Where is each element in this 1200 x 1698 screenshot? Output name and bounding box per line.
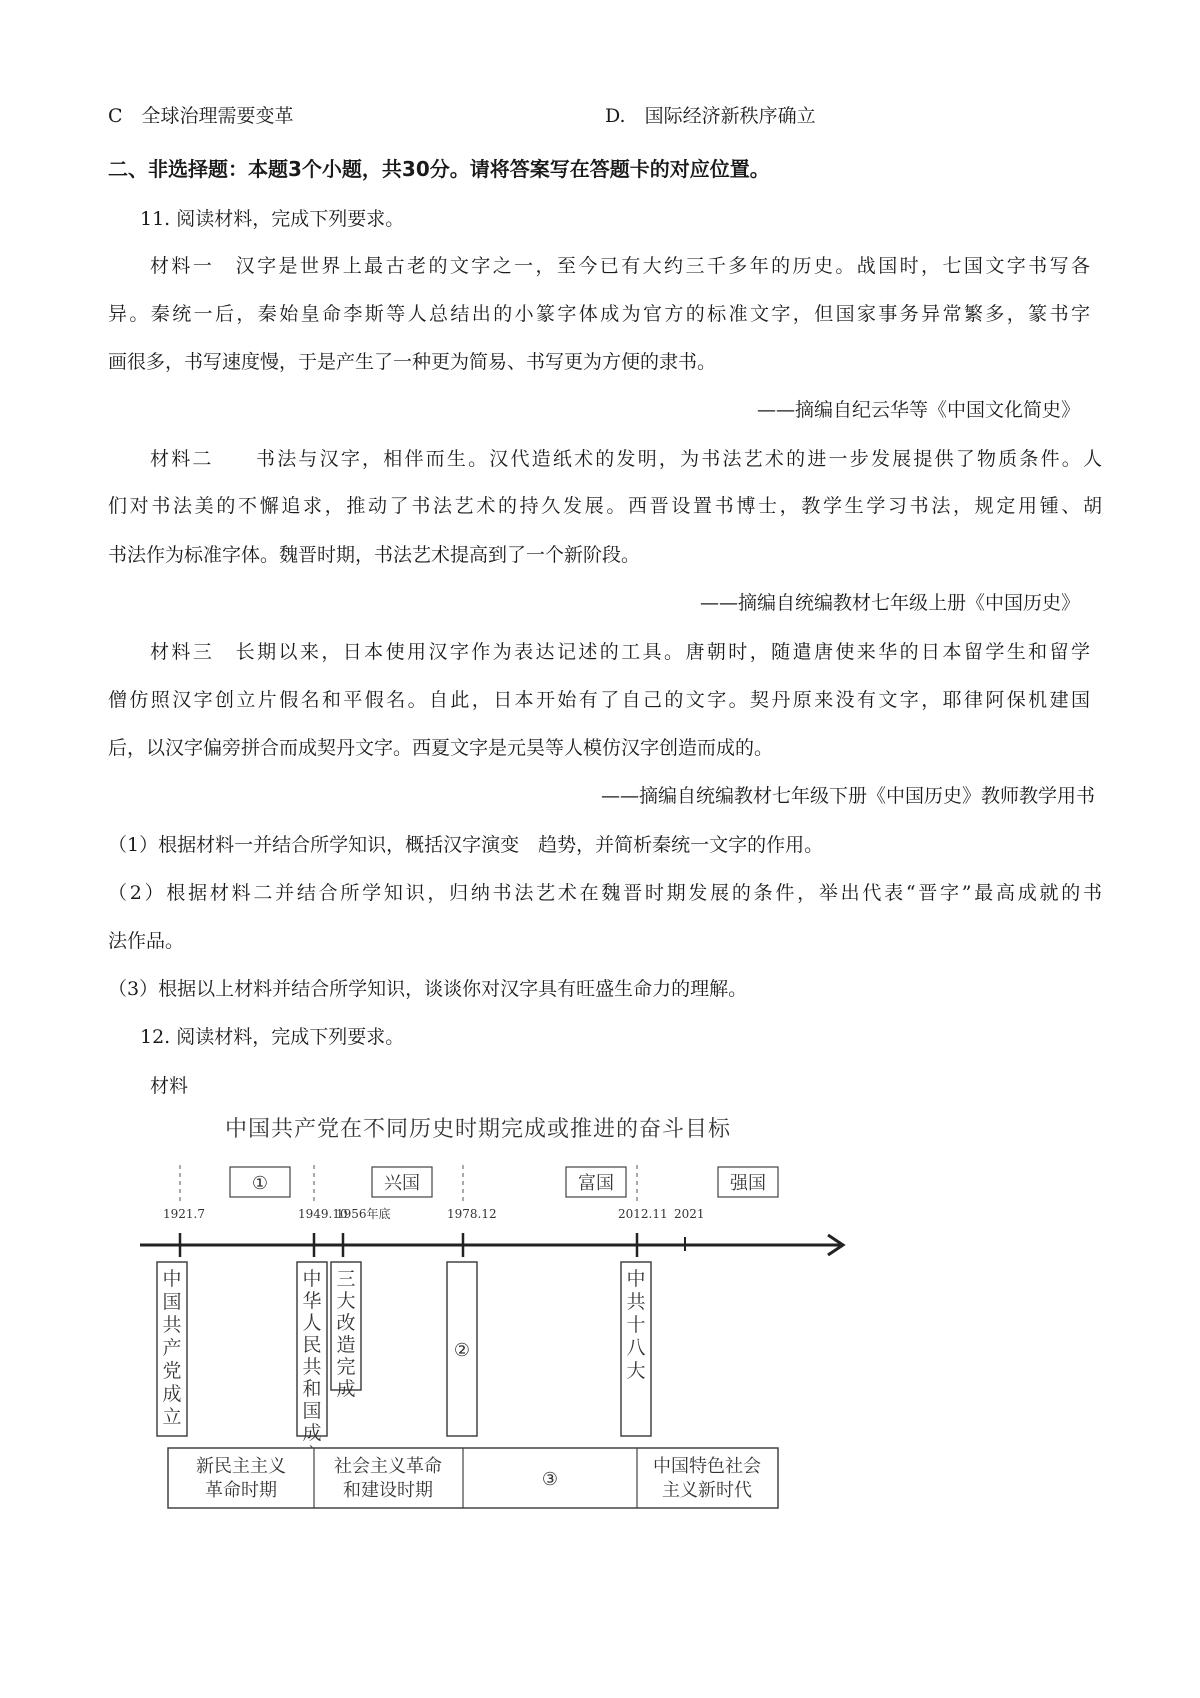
event-char: 共	[162, 1314, 182, 1336]
event-char: 党	[162, 1360, 182, 1382]
q11-sub3: （3）根据以上材料并结合所学知识，谈谈你对汉字具有旺盛生命力的理解。	[108, 978, 748, 1000]
q11-material1-line1: 材料一 汉字是世界上最古老的文字之一，至今已有大约三千多年的历史。战国时，七国文字书写各	[150, 255, 1090, 277]
era-2-line2: 和建设时期	[343, 1480, 433, 1501]
era-4-line1: 中国特色社会	[653, 1456, 761, 1477]
date-1978: 1978.12	[447, 1207, 497, 1221]
q11-material1-source: ——摘编自纪云华等《中国文化简史》	[756, 399, 1080, 421]
date-1921: 1921.7	[163, 1207, 205, 1221]
event-char: 民	[302, 1334, 322, 1356]
option-d: D. 国际经济新秩序确立	[605, 105, 816, 127]
goal-label-3: 富国	[578, 1173, 614, 1194]
date-2021: 2021	[674, 1207, 705, 1221]
era-2-line1: 社会主义革命	[334, 1456, 442, 1477]
q11-material1-line3: 画很多，书写速度慢，于是产生了一种更为简易、书写更为方便的隶书。	[108, 351, 717, 373]
q12-stem: 12. 阅读材料，完成下列要求。	[140, 1026, 405, 1048]
event-char: 共	[302, 1356, 322, 1378]
event-char: 大	[336, 1290, 356, 1312]
q11-material3-line3: 后，以汉字偏旁拼合而成契丹文字。西夏文字是元昊等人模仿汉字创造而成的。	[108, 737, 774, 759]
q11-stem: 11. 阅读材料，完成下列要求。	[140, 208, 405, 230]
event-char: 造	[336, 1334, 356, 1356]
event-text-1978: ②	[453, 1340, 471, 1361]
goal-label-2: 兴国	[384, 1173, 420, 1194]
q11-material3-source: ——摘编自统编教材七年级下册《中国历史》教师教学用书	[600, 785, 1095, 807]
event-char: 中	[302, 1268, 322, 1290]
q11-material1-line2: 异。秦统一后，秦始皇命李斯等人总结出的小篆字体成为官方的标准文字，但国家事务异常繁多，篆书字	[108, 303, 1090, 325]
event-char: 中	[162, 1268, 182, 1290]
era-3-line1: ③	[541, 1469, 559, 1490]
event-text-2012	[626, 1268, 645, 1382]
q11-sub2-line2: 法作品。	[108, 930, 185, 952]
event-char: 产	[162, 1337, 182, 1359]
event-text-1921	[162, 1268, 181, 1428]
goal-label-1: ①	[251, 1173, 269, 1194]
event-char: 八	[626, 1337, 646, 1359]
q11-material2-line2: 们对书法美的不懈追求，推动了书法艺术的持久发展。西晋设置书博士，教学生学习书法，规定用锺、胡	[108, 495, 1102, 517]
event-char: 华	[302, 1290, 322, 1312]
era-4-line2: 主义新时代	[662, 1480, 752, 1501]
era-1-line1: 新民主主义	[196, 1456, 286, 1477]
date-1949: 1949.10	[298, 1207, 348, 1221]
q11-material2-source: ——摘编自统编教材七年级上册《中国历史》	[699, 592, 1080, 614]
event-char: 大	[626, 1360, 646, 1382]
event-char: 共	[626, 1291, 646, 1313]
q11-material2-line1: 材料二 书法与汉字，相伴而生。汉代造纸术的发明，为书法艺术的进一步发展提供了物质条件。人	[150, 448, 1102, 470]
q11-sub2-line1: （2）根据材料二并结合所学知识，归纳书法艺术在魏晋时期发展的条件，举出代表“晋字”最高成就的书	[108, 882, 1102, 904]
era-1-line2: 革命时期	[205, 1480, 277, 1501]
event-char: 和	[302, 1378, 322, 1400]
event-char: 立	[162, 1406, 182, 1428]
goal-label-4: 强国	[730, 1173, 766, 1194]
q11-material3-line1: 材料三 长期以来，日本使用汉字作为表达记述的工具。唐朝时，随遣唐使来华的日本留学生和留学	[150, 641, 1090, 663]
timeline-diagram	[140, 1105, 870, 1555]
event-char: 完	[336, 1356, 356, 1378]
date-1956: 1956年底	[336, 1207, 391, 1221]
event-text-1949	[302, 1268, 321, 1466]
event-char: 成	[162, 1383, 182, 1405]
event-text-1956	[336, 1268, 355, 1400]
q11-material2-line3: 书法作为标准字体。魏晋时期，书法艺术提高到了一个新阶段。	[108, 544, 641, 566]
diagram-title: 中国共产党在不同历史时期完成或推进的奋斗目标	[225, 1117, 732, 1142]
event-char: 中	[626, 1268, 646, 1290]
event-char: 成	[336, 1378, 356, 1400]
event-char: 国	[162, 1291, 182, 1313]
option-c: C 全球治理需要变革	[108, 105, 294, 127]
event-char: 国	[302, 1400, 322, 1422]
event-char: 十	[626, 1314, 646, 1336]
q11-material3-line2: 僧仿照汉字创立片假名和平假名。自此，日本开始有了自己的文字。契丹原来没有文字，耶律阿保机建国	[108, 689, 1090, 711]
event-char: 三	[336, 1268, 356, 1290]
section-heading: 二、非选择题：本题3个小题，共30分。请将答案写在答题卡的对应位置。	[108, 157, 770, 181]
event-char: 成	[302, 1422, 322, 1444]
date-2012: 2012.11	[618, 1207, 668, 1221]
event-char: 改	[336, 1312, 356, 1334]
q12-material-label: 材料	[150, 1075, 189, 1097]
q11-sub1: （1）根据材料一并结合所学知识，概括汉字演变 趋势，并简析秦统一文字的作用。	[108, 834, 824, 856]
event-char: 人	[302, 1312, 322, 1334]
